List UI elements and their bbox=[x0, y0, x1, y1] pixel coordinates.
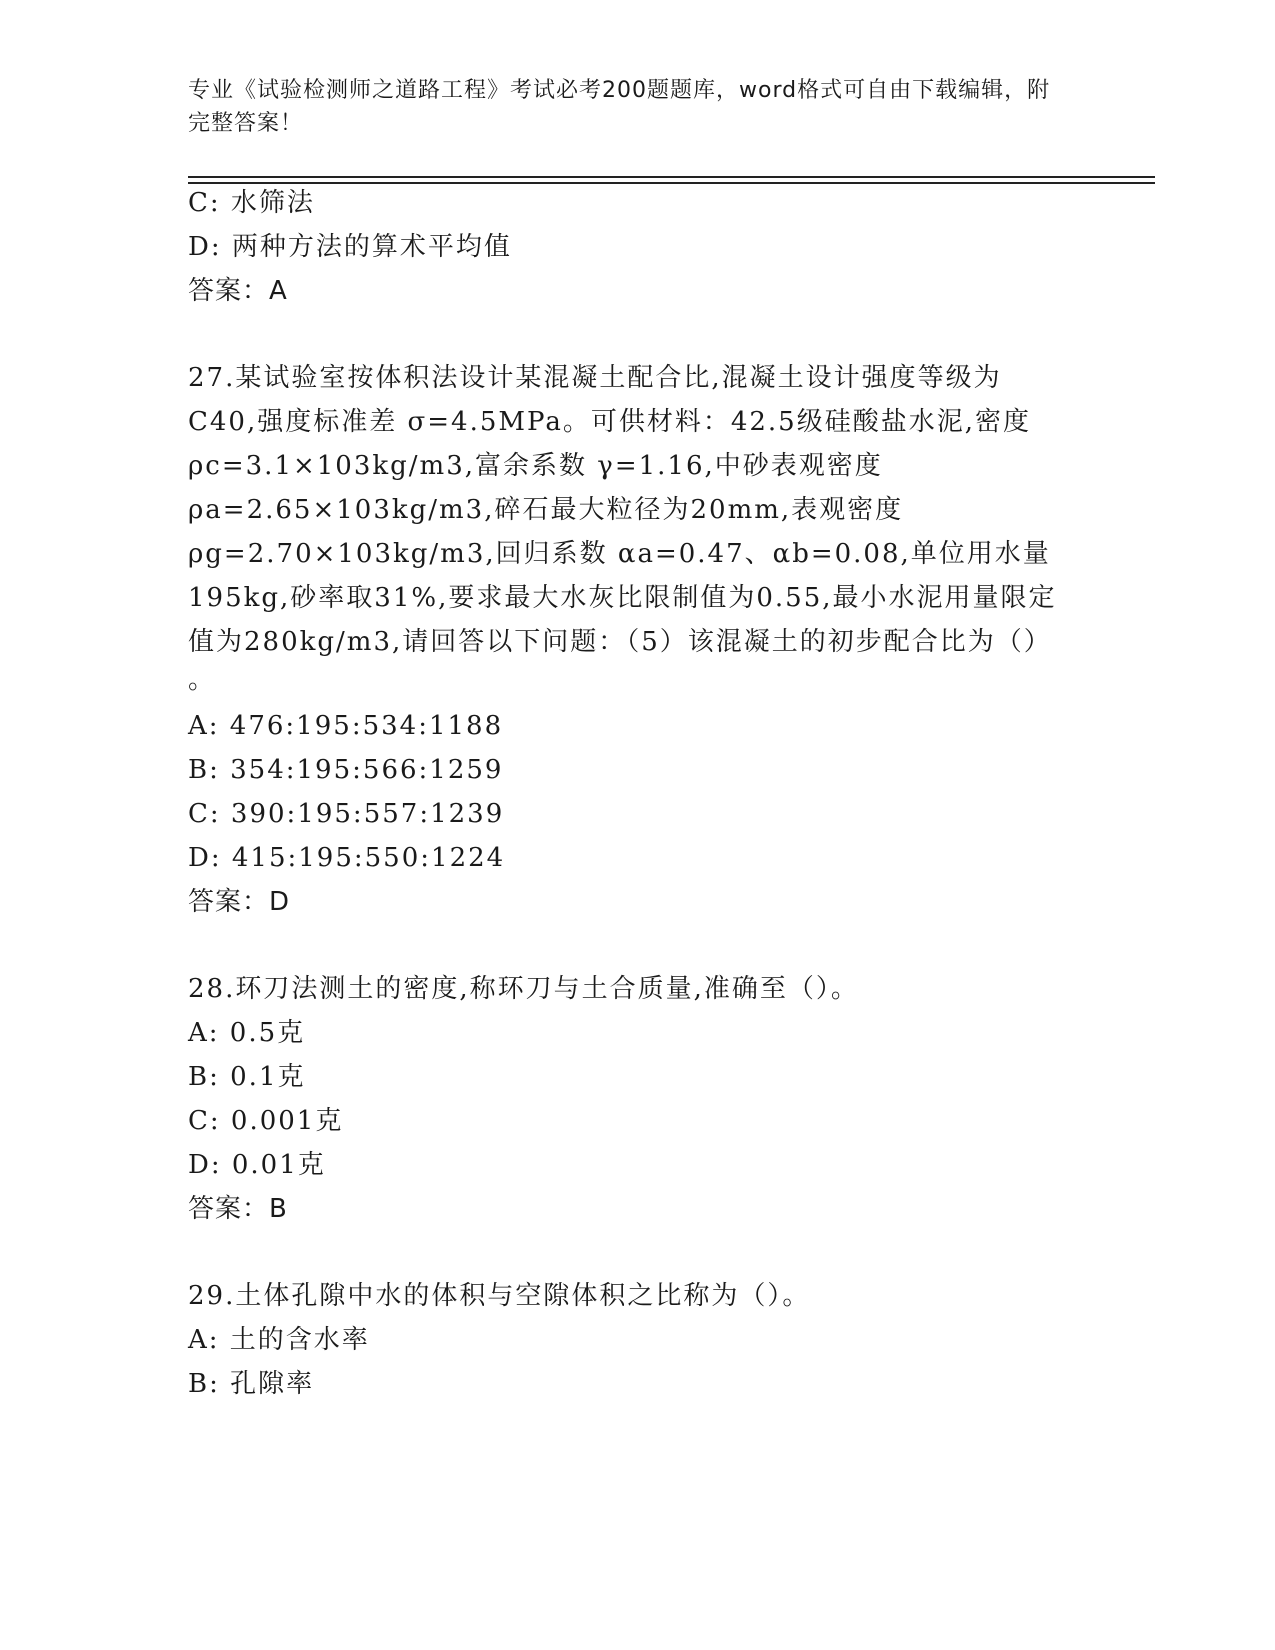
header-divider-top bbox=[188, 176, 1155, 178]
question-27-line-5: ρg=2.70×103kg/m3,回归系数 αa=0.47、αb=0.08,单位用水量 bbox=[188, 539, 1051, 569]
question-28-option-d: D: 0.01克 bbox=[188, 1150, 326, 1180]
document-header: 专业《试验检测师之道路工程》考试必考200题题库，word格式可自由下载编辑，附完整答案！ bbox=[188, 78, 1051, 136]
answer-label: 答案：A bbox=[188, 276, 288, 306]
question-27-line-1: 27.某试验室按体积法设计某混凝土配合比,混凝土设计强度等级为 bbox=[188, 363, 1002, 393]
question-28-option-b: B: 0.1克 bbox=[188, 1062, 306, 1092]
question-29-option-a: A: 土的含水率 bbox=[188, 1325, 370, 1355]
question-28-option-c: C: 0.001克 bbox=[188, 1106, 344, 1136]
question-28-option-a: A: 0.5克 bbox=[188, 1018, 306, 1048]
question-27-line-2: C40,强度标准差 σ=4.5MPa。可供材料：42.5级硅酸盐水泥,密度 bbox=[188, 407, 1031, 437]
option-c: C: 水筛法 bbox=[188, 188, 315, 218]
header-divider-bottom bbox=[188, 182, 1155, 184]
question-27-answer: 答案：D bbox=[188, 887, 291, 917]
question-27-option-b: B: 354:195:566:1259 bbox=[188, 755, 504, 785]
option-d: D: 两种方法的算术平均值 bbox=[188, 232, 512, 262]
question-28-answer: 答案：B bbox=[188, 1194, 288, 1224]
question-27-line-8: 。 bbox=[188, 665, 217, 695]
question-27-option-c: C: 390:195:557:1239 bbox=[188, 799, 505, 829]
question-29-option-b: B: 孔隙率 bbox=[188, 1369, 315, 1399]
question-27-option-d: D: 415:195:550:1224 bbox=[188, 843, 506, 873]
question-27-line-3: ρc=3.1×103kg/m3,富余系数 γ=1.16,中砂表观密度 bbox=[188, 451, 883, 481]
question-29-text: 29.土体孔隙中水的体积与空隙体积之比称为（）。 bbox=[188, 1281, 811, 1311]
question-27-line-4: ρa=2.65×103kg/m3,碎石最大粒径为20mm,表观密度 bbox=[188, 495, 904, 525]
question-28-text: 28.环刀法测土的密度,称环刀与土合质量,准确至（）。 bbox=[188, 974, 859, 1004]
question-27-line-7: 值为280kg/m3,请回答以下问题：（5）该混凝土的初步配合比为（） bbox=[188, 627, 1052, 657]
question-27-line-6: 195kg,砂率取31%,要求最大水灰比限制值为0.55,最小水泥用量限定 bbox=[188, 583, 1057, 613]
question-27-option-a: A: 476:195:534:1188 bbox=[188, 711, 504, 741]
